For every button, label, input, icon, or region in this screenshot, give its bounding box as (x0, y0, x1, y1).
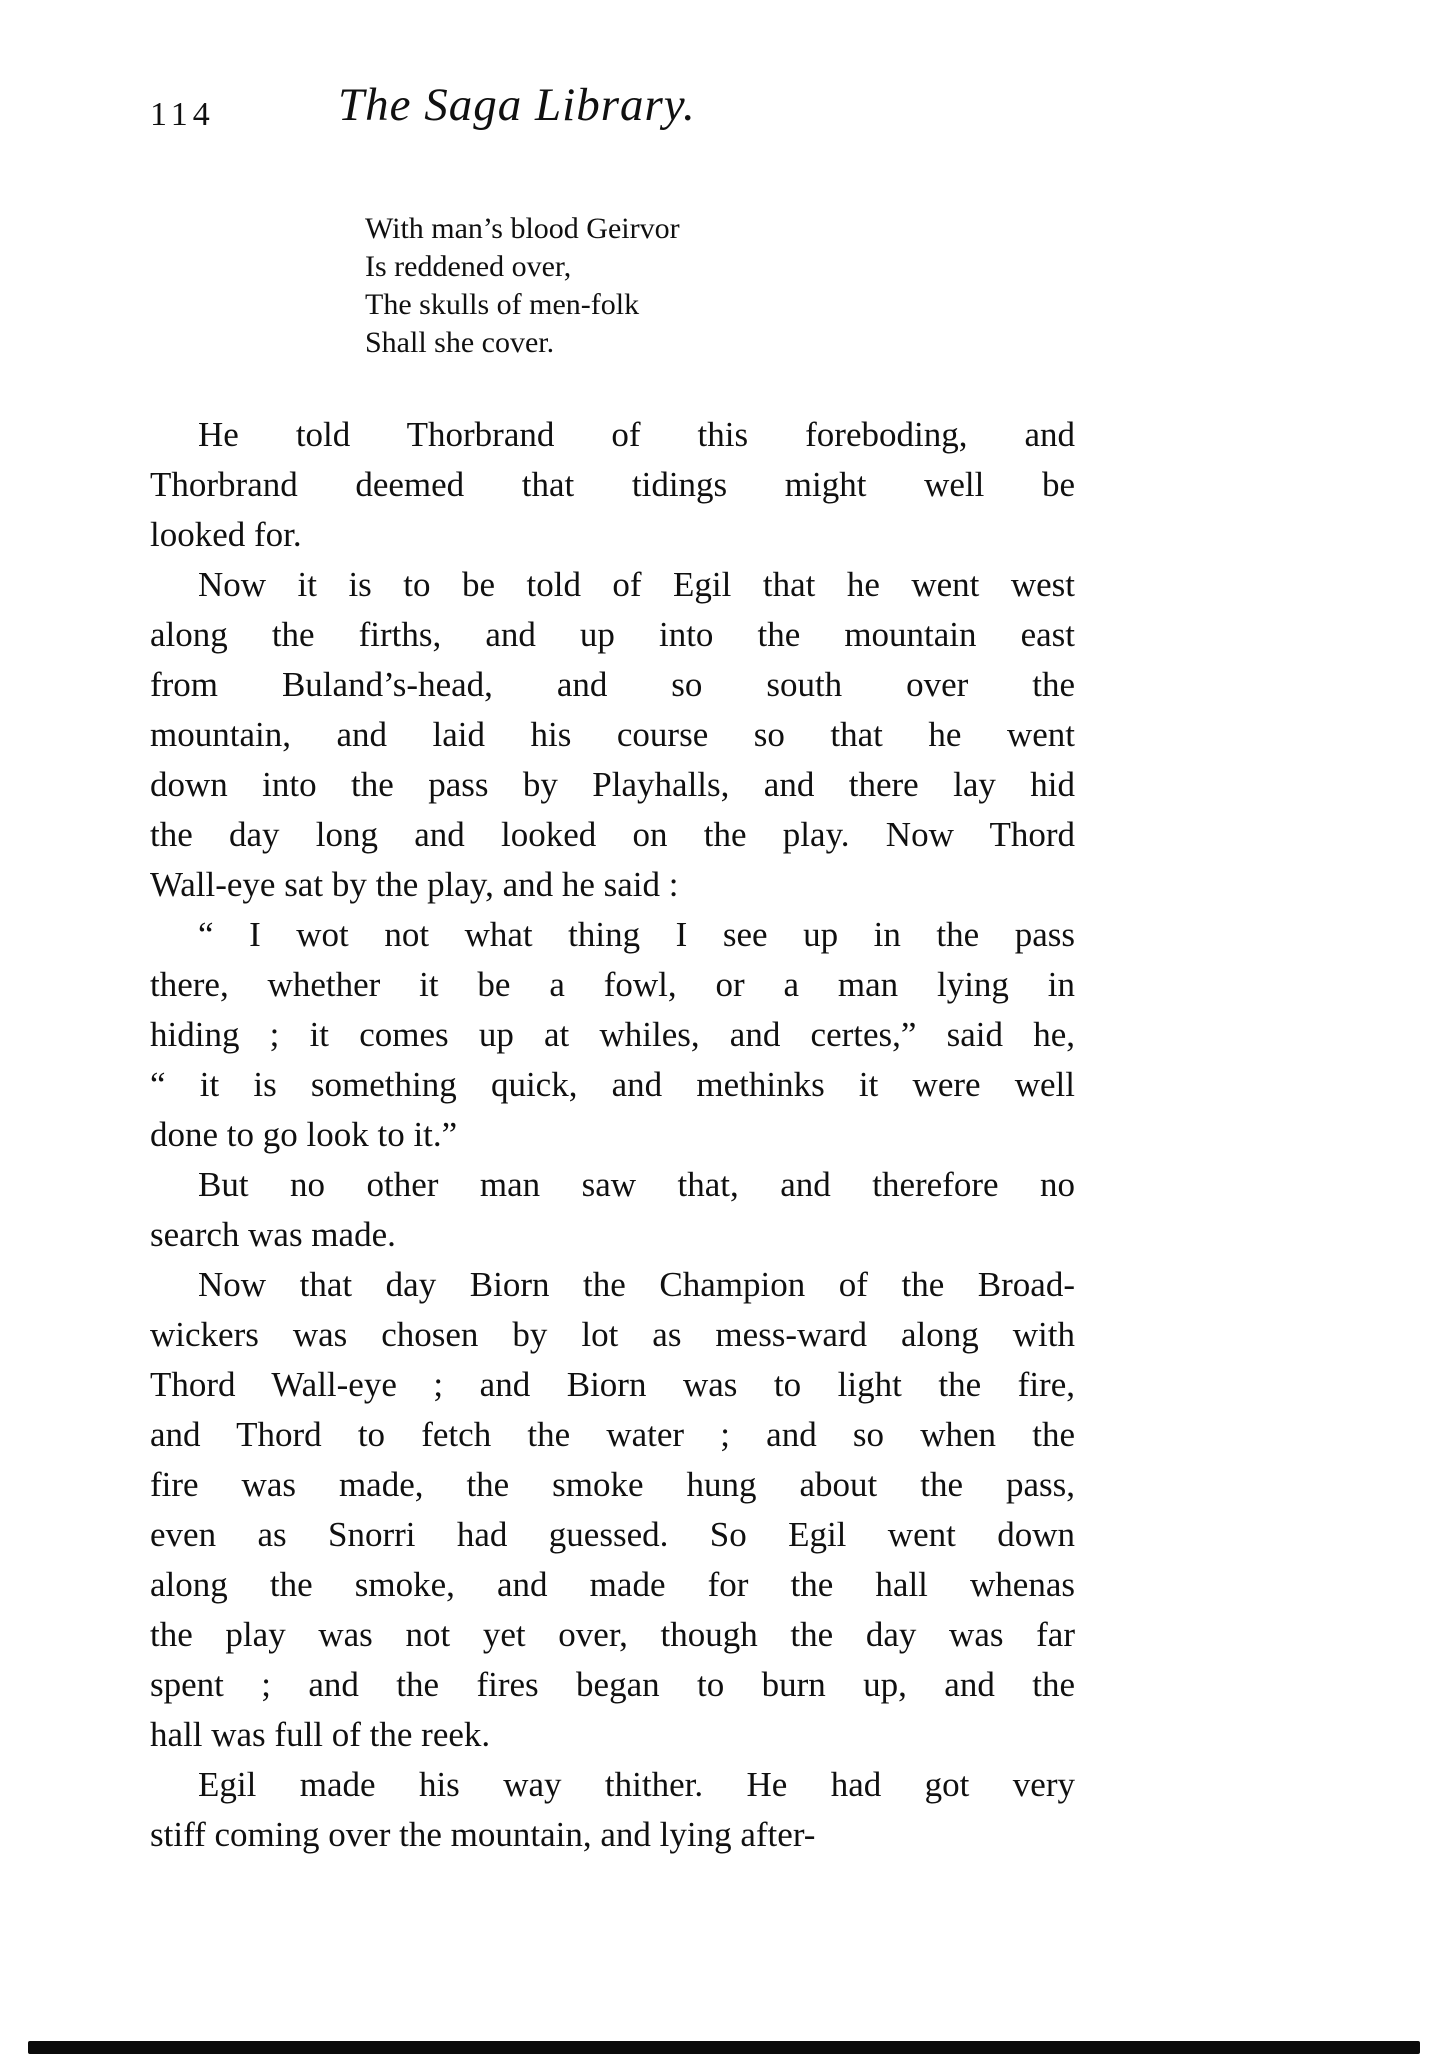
paragraph (150, 410, 1075, 560)
text-line: But no other man saw that, and therefore no (198, 1165, 1075, 1204)
text-line: hiding ; it comes up at whiles, and certes,” said he, (150, 1015, 1075, 1054)
text-line: stiff coming over the mountain, and lying after- (150, 1815, 816, 1854)
text-line: Wall-eye sat by the play, and he said : (150, 865, 679, 904)
page-number: 114 (150, 96, 215, 133)
verse-line: Is reddened over, (365, 250, 572, 283)
text-line: done to go look to it.” (150, 1115, 458, 1154)
text-line: Thord Wall-eye ; and Biorn was to light the fire, (150, 1365, 1075, 1404)
paragraph (150, 560, 1075, 910)
text-line: Now that day Biorn the Champion of the Broad- (198, 1265, 1075, 1304)
text-line: there, whether it be a fowl, or a man lying in (150, 965, 1075, 1004)
verse-line: With man’s blood Geirvor (365, 212, 680, 245)
verse-line: The skulls of men-folk (365, 288, 640, 321)
verse-block (365, 210, 680, 362)
text-line: mountain, and laid his course so that he went (150, 715, 1075, 754)
text-line: even as Snorri had guessed. So Egil went down (150, 1515, 1075, 1554)
text-line: hall was full of the reek. (150, 1715, 491, 1754)
paragraph (150, 910, 1075, 1160)
text-line: from Buland’s-head, and so south over the (150, 665, 1075, 704)
text-line: “ it is something quick, and methinks it were well (150, 1065, 1075, 1104)
text-line: Egil made his way thither. He had got very (198, 1765, 1075, 1804)
scan-artifact-bar (28, 2041, 1420, 2054)
text-line: “ I wot not what thing I see up in the pass (198, 915, 1075, 954)
paragraph (150, 1260, 1075, 1760)
text-line: wickers was chosen by lot as mess-ward along with (150, 1315, 1075, 1354)
text-line: spent ; and the fires began to burn up, and the (150, 1665, 1075, 1704)
text-line: search was made. (150, 1215, 396, 1254)
text-line: the day long and looked on the play. Now Thord (150, 815, 1075, 854)
text-line: the play was not yet over, though the day was far (150, 1615, 1075, 1654)
text-line: and Thord to fetch the water ; and so when the (150, 1415, 1075, 1454)
text-line: along the smoke, and made for the hall whenas (150, 1565, 1075, 1604)
text-line: Thorbrand deemed that tidings might well be (150, 465, 1075, 504)
text-line: down into the pass by Playhalls, and there lay hid (150, 765, 1075, 804)
running-title: The Saga Library. (338, 79, 696, 131)
text-line: He told Thorbrand of this foreboding, and (198, 415, 1075, 454)
text-line: looked for. (150, 515, 302, 554)
text-line: along the firths, and up into the mountain east (150, 615, 1075, 654)
text-line: Now it is to be told of Egil that he went west (198, 565, 1075, 604)
paragraph (150, 1160, 1075, 1260)
text-line: fire was made, the smoke hung about the pass, (150, 1465, 1075, 1504)
body-text (150, 410, 1075, 1860)
paragraph (150, 1760, 1075, 1860)
verse-line: Shall she cover. (365, 326, 555, 359)
